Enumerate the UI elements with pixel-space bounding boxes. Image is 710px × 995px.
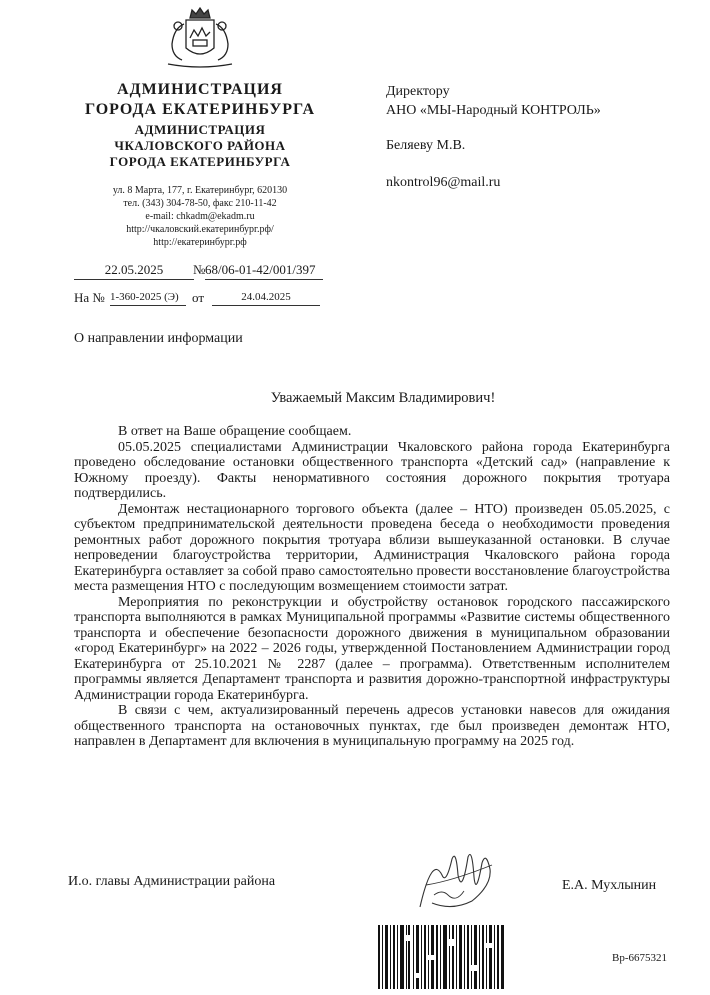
admin-title-line1: АДМИНИСТРАЦИЯ	[117, 81, 283, 98]
body-paragraph: Демонтаж нестационарного торгового объекта (далее – НТО) произведен 05.05.2025, с субъектом предпринимательской деятельности проведена беседа о необходимости проведения ремонтных работ дорожного покрытия тротуара вблизи вышеуказанной остановки. В случае непроведении благоустройства территории, Администрация Чкаловского района города Екатеринбурга оставляет за собой право самостоятельно провести восстановление благоустройства места размещения НТО с последующим возмещением стоимости затрат.	[74, 501, 670, 594]
contact-site: http://чкаловский.екатеринбург.рф/	[126, 224, 274, 235]
addressee-organization: АНО «МЫ-Народный КОНТРОЛЬ»	[386, 103, 601, 118]
addressee-position: Директору	[386, 84, 450, 99]
contact-site: http://екатеринбург.рф	[153, 237, 247, 248]
coat-of-arms-icon	[160, 4, 240, 68]
contact-phone: тел. (343) 304-78-50, факс 210-11-42	[123, 198, 277, 209]
letter-subject: О направлении информации	[74, 331, 243, 346]
reference-from: от	[192, 290, 205, 305]
number-sign: №	[193, 262, 206, 277]
barcode-icon	[378, 925, 504, 989]
reference-prefix: На №	[74, 290, 105, 305]
greeting: Уважаемый Максим Владимирович!	[270, 390, 496, 406]
contact-email: e-mail: chkadm@ekadm.ru	[145, 211, 255, 222]
body-paragraph: 05.05.2025 специалистами Администрации Чкаловского района города Екатеринбурга проведено обследование остановки общественного транспорта «Детский сад» (направление к Южному проезду). Факты ненормативного состояния дорожного покрытия тротуара подтвердились.	[74, 439, 670, 501]
district-title-line3: ГОРОДА ЕКАТЕРИНБУРГА	[109, 154, 291, 169]
body-paragraph: В ответ на Ваше обращение сообщаем.	[118, 424, 352, 439]
district-title-line1: АДМИНИСТРАЦИЯ	[134, 122, 266, 137]
document-code: Вр-6675321	[612, 952, 667, 964]
body-paragraph: Мероприятия по реконструкции и обустройству остановок городского пассажирского транспорта выполняются в рамках Муниципальной программы «Развитие системы общественного транспорта и обеспечение безопасности дорожного движения в муниципальном образовании «город Екатеринбург» на 2022 – 2026 годы, утвержденной Постановлением Администрации город Екатеринбурга от 25.10.2021 № 2287 (далее – программа). Ответственным исполнителем программы является Департамент транспорта и развития дорожно-транспортной инфраструктуры Администрации города Екатеринбурга.	[74, 594, 670, 703]
contact-address: ул. 8 Марта, 177, г. Екатеринбург, 620130	[112, 185, 288, 196]
body-paragraph: В связи с чем, актуализированный перечень адресов установки навесов для ожидания общественного транспорта на остановочных пунктах, где был произведен демонтаж НТО, направлен в Департамент для включения в муниципальную программу на 2025 год.	[74, 703, 670, 749]
reference-date: 24.04.2025	[212, 291, 320, 306]
district-title-line2: ЧКАЛОВСКОГО РАЙОНА	[114, 138, 286, 153]
signatory-position: И.о. главы Администрации района	[68, 874, 276, 889]
reference-number: 1-360-2025 (Э)	[110, 291, 186, 306]
addressee-name: Беляеву М.В.	[386, 138, 466, 153]
signatory-name: Е.А. Мухлынин	[562, 878, 657, 893]
addressee-email: nkontrol96@mail.ru	[386, 175, 501, 190]
handwritten-signature	[412, 845, 502, 917]
outgoing-number: 68/06-01-42/001/397	[205, 262, 323, 280]
admin-title-line2: ГОРОДА ЕКАТЕРИНБУРГА	[84, 101, 316, 118]
outgoing-date: 22.05.2025	[74, 262, 194, 280]
letter-body	[74, 424, 670, 750]
